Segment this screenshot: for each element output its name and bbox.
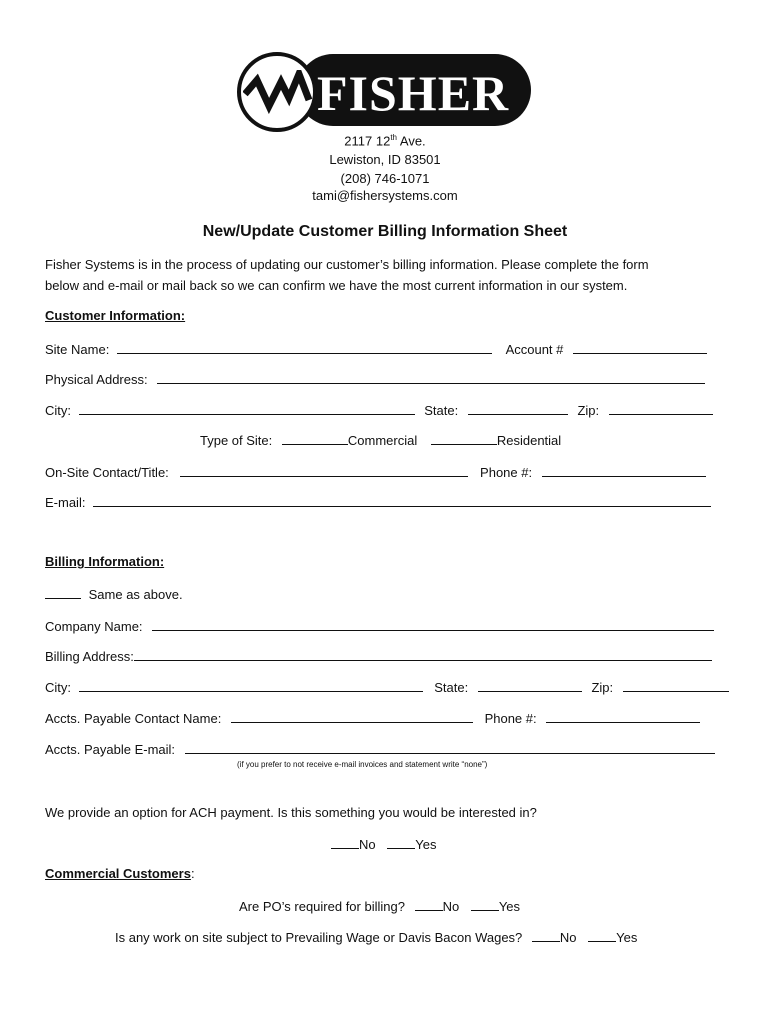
ap-phone-field[interactable] — [546, 709, 700, 723]
fisher-logo — [237, 52, 533, 128]
ach-no-label: No — [359, 837, 376, 852]
wage-row — [115, 928, 637, 945]
commercial-checkbox[interactable] — [282, 431, 348, 445]
address-city: Lewiston, ID 83501 — [329, 152, 441, 167]
address-phone: (208) 746-1071 — [340, 171, 430, 186]
physical-address-field[interactable] — [157, 370, 705, 384]
site-name-label: Site Name: — [45, 342, 110, 357]
customer-city-row — [45, 401, 713, 418]
ach-yes-label: Yes — [415, 837, 437, 852]
po-question: Are PO’s required for billing? — [239, 899, 405, 914]
email-row — [45, 493, 711, 510]
page-title: New/Update Customer Billing Information Sheet — [202, 223, 568, 240]
address-email: tami@fishersystems.com — [312, 188, 458, 203]
contact-title-field[interactable] — [180, 463, 468, 477]
billing-address-label: Billing Address: — [45, 649, 134, 664]
phone-label: Phone #: — [480, 465, 533, 480]
ap-contact-field[interactable] — [231, 709, 473, 723]
company-name-label: Company Name: — [45, 619, 143, 634]
po-row — [239, 897, 520, 914]
state-field[interactable] — [468, 401, 568, 415]
contact-row — [45, 463, 706, 480]
residential-checkbox[interactable] — [431, 431, 497, 445]
intro-line-1: Fisher Systems is in the process of updating our customer’s billing information. Please complete the form — [45, 257, 649, 272]
state-label: State: — [424, 403, 459, 418]
zip-field[interactable] — [609, 401, 713, 415]
commercial-heading-row — [45, 866, 195, 881]
account-label: Account # — [505, 342, 564, 357]
billing-city-field[interactable] — [79, 678, 423, 692]
po-no-label: No — [442, 899, 460, 914]
ach-no-checkbox[interactable] — [331, 835, 359, 849]
wage-question: Is any work on site subject to Prevailing Wage or Davis Bacon Wages? — [115, 930, 523, 945]
ap-email-label: Accts. Payable E-mail: — [45, 742, 176, 757]
ach-yes-checkbox[interactable] — [387, 835, 415, 849]
billing-address-field[interactable] — [134, 647, 712, 661]
residential-label: Residential — [496, 433, 562, 448]
site-name-row — [45, 340, 707, 357]
ap-phone-label: Phone #: — [484, 711, 537, 726]
billing-heading: Billing Information: — [45, 554, 165, 569]
commercial-heading: Commercial Customers — [45, 866, 191, 881]
physical-address-label: Physical Address: — [45, 372, 148, 387]
type-of-site-row — [200, 431, 561, 448]
logo-zigzag-icon — [243, 70, 313, 114]
logo-wordmark: FISHER — [317, 65, 510, 121]
city-label: City: — [45, 403, 71, 418]
zip-label: Zip: — [577, 403, 600, 418]
wage-yes-checkbox[interactable] — [588, 928, 616, 942]
billing-state-label: State: — [434, 680, 469, 695]
commercial-label: Commercial — [347, 433, 418, 448]
intro-line-2: below and e-mail or mail back so we can confirm we have the most current information in our system. — [45, 278, 628, 293]
account-field[interactable] — [573, 340, 707, 354]
po-yes-label: Yes — [498, 899, 521, 914]
city-field[interactable] — [79, 401, 415, 415]
customer-heading: Customer Information: — [45, 308, 186, 323]
ap-email-row — [45, 740, 715, 757]
billing-zip-field[interactable] — [623, 678, 729, 692]
billing-state-field[interactable] — [478, 678, 582, 692]
phone-field[interactable] — [542, 463, 706, 477]
ach-question: We provide an option for ACH payment. Is this something you would be interested in? — [45, 805, 537, 820]
billing-city-row — [45, 678, 729, 695]
company-name-field[interactable] — [152, 617, 714, 631]
ach-options — [331, 835, 436, 852]
site-name-field[interactable] — [117, 340, 492, 354]
wage-yes-label: Yes — [616, 930, 638, 945]
ap-email-field[interactable] — [185, 740, 715, 754]
same-as-above-checkbox[interactable] — [45, 585, 81, 599]
same-as-above-label: Same as above. — [88, 587, 183, 602]
po-no-checkbox[interactable] — [415, 897, 443, 911]
ap-contact-row — [45, 709, 700, 726]
address-street: 2117 12th Ave. — [344, 133, 426, 149]
ap-email-note: (if you prefer to not receive e-mail invoices and statement write “none”) — [237, 760, 488, 769]
same-as-above-row — [45, 585, 183, 602]
company-name-row — [45, 617, 714, 634]
contact-title-label: On-Site Contact/Title: — [45, 465, 169, 480]
commercial-heading-colon: : — [190, 866, 195, 881]
ap-contact-label: Accts. Payable Contact Name: — [45, 711, 222, 726]
billing-address-row — [45, 647, 712, 664]
wage-no-label: No — [559, 930, 577, 945]
po-yes-checkbox[interactable] — [471, 897, 499, 911]
billing-zip-label: Zip: — [591, 680, 614, 695]
email-label: E-mail: — [45, 495, 86, 510]
billing-city-label: City: — [45, 680, 71, 695]
physical-address-row — [45, 370, 705, 387]
type-of-site-label: Type of Site: — [200, 433, 273, 448]
wage-no-checkbox[interactable] — [532, 928, 560, 942]
email-field[interactable] — [93, 493, 711, 507]
